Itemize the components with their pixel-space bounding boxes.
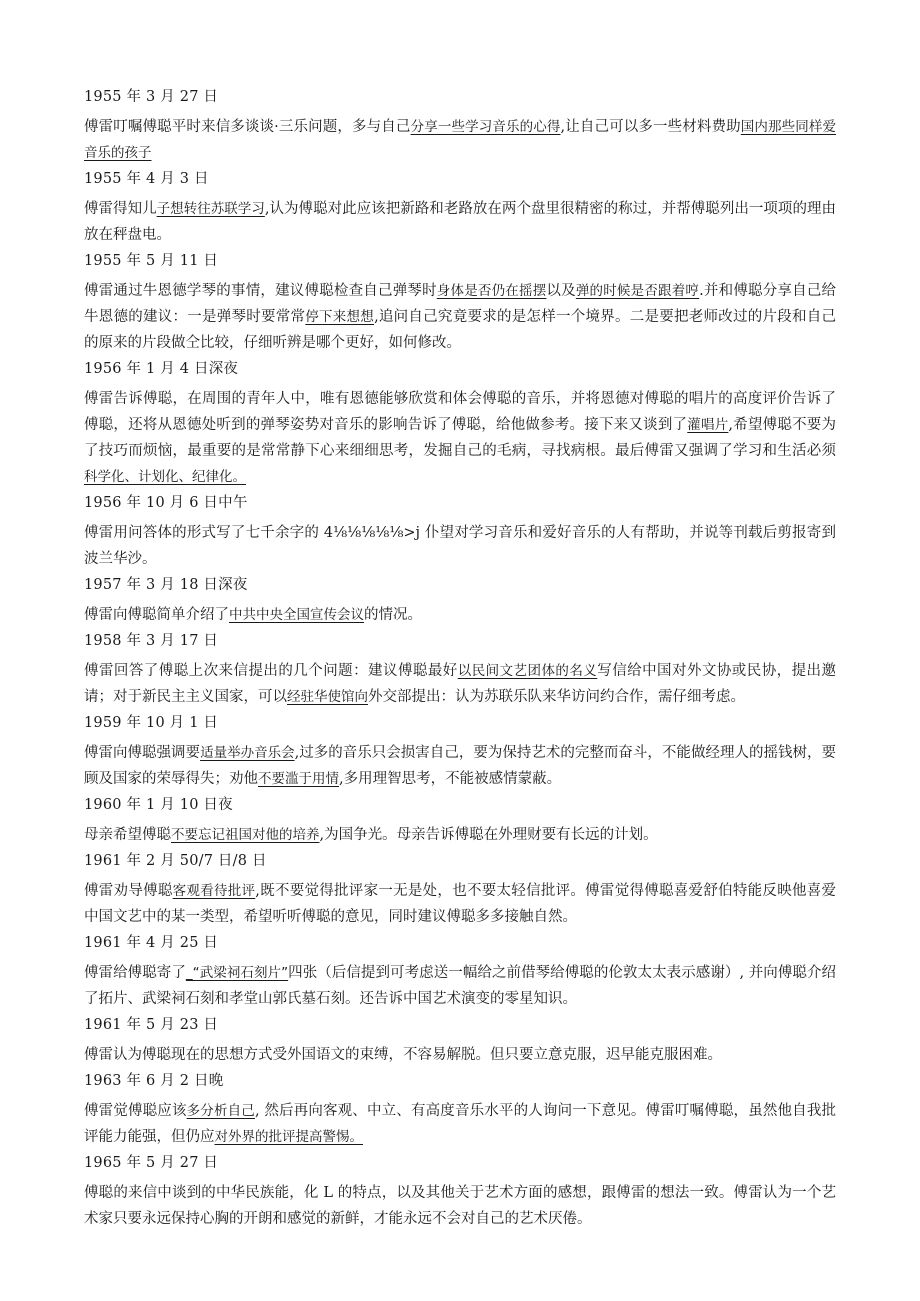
letter-entry	[84, 86, 836, 166]
letter-entry	[84, 492, 836, 572]
entry-date: 1955 年 5 月 11 日	[84, 253, 219, 269]
highlighted-phrase: 灌唱片	[687, 417, 729, 433]
highlighted-phrase: 子想转往苏联学习	[156, 201, 265, 217]
entry-date: 1955 年 3 月 27 日	[84, 89, 219, 105]
letter-entry	[84, 574, 836, 628]
summary-text: ,过多的音乐只会损害自己，要为保持艺术的完整而奋斗，不能做经理人的摇钱树，要顾及国家的荣辱得失；劝他	[84, 745, 837, 787]
highlighted-phrase: _“武梁祠石刻片”	[185, 965, 289, 981]
entry-date: 1961 年 2 月 50/7 日/8 日	[84, 853, 267, 869]
summary-text: .并和傅聪分享自己给牛恩德的建议：一是弹琴时要常常	[84, 283, 837, 325]
summary-text: ,多用理智思考，不能被感情蒙蔽。	[339, 771, 562, 787]
entry-summary	[84, 1098, 836, 1150]
highlighted-phrase: 不要忘记祖国对他的培养	[171, 827, 320, 843]
summary-text: 傅雷觉傅聪应该	[84, 1103, 187, 1119]
summary-text: 傅雷认为傅聪现在的思想方式受外国语文的束缚，不容易解脱。但只要立意克服，迟早能克服困难。	[84, 1047, 722, 1063]
letter-entry	[84, 168, 836, 248]
summary-text: 傅聪的来信中谈到的中华民族能，化 L 的特点，以及其他关于艺术方面的感想，跟傅雷的想法一致。傅雷认为一个艺术家只要永远保持心胸的开朗和感觉的新鲜，才能永远不会对自己的艺术厌倦。	[84, 1185, 836, 1227]
summary-text: , 然后再向客观、中立、有高度音乐水平的人询问一下意见。傅雷叮嘱傅聪，虽然他自我批评能力能强，但仍应	[84, 1103, 837, 1145]
entry-date: 1961 年 4 月 25 日	[84, 935, 219, 951]
entry-date: 1957 年 3 月 18 日深夜	[84, 577, 248, 593]
entry-date: 1956 年 10 月 6 日中午	[84, 495, 248, 511]
highlighted-phrase: 多分析自己	[186, 1103, 255, 1119]
entry-summary	[84, 386, 836, 490]
highlighted-phrase: 身体是否仍在摇摆	[436, 283, 547, 299]
letter-entry	[84, 630, 836, 710]
entry-summary	[84, 114, 836, 166]
summary-text: 傅雷叮嘱傅聪平时来信多谈谈·三乐问题，多与自己	[84, 119, 411, 135]
entry-date: 1958 年 3 月 17 日	[84, 633, 219, 649]
summary-text: 傅雷告诉傅聪，在周围的青年人中，唯有恩德能够欣赏和体会傅聪的音乐，并将恩德对傅聪的唱片的高度评价告诉了傅聪，还将从恩德处听到的弹琴姿势对音乐的影响告诉了傅聪，给他做参考。接下来又谈到了	[84, 391, 836, 433]
entry-summary	[84, 196, 836, 248]
entry-date: 1963 年 6 月 2 日晚	[84, 1073, 224, 1089]
letter-entry	[84, 1014, 836, 1068]
highlighted-phrase: 分享一些学习音乐的心得	[410, 119, 561, 135]
summary-text: 写信给中国对外文协或民协，提出邀请；对于新民主主义国家，可以	[84, 663, 836, 705]
highlighted-phrase: 适量举办音乐会	[200, 745, 295, 761]
entry-summary	[84, 960, 836, 1012]
summary-text: 四张（后信提到可考虑送一幅给之前借琴给傅聪的伦敦太太表示感谢）, 并向傅聪介绍了拓片、武梁祠石刻和孝堂山郭氏墓石刻。还告诉中国艺术演变的零星知识。	[84, 965, 837, 1007]
highlighted-phrase: 以民间文艺团体的名义	[457, 663, 598, 679]
summary-text: ,既不要觉得批评家一无是处，也不要太轻信批评。傅雷觉得傅聪喜爱舒伯特能反映他喜爱中国文艺中的某一类型，希望听听傅聪的意见，同时建议傅聪多多接触自然。	[84, 883, 837, 925]
summary-text: 傅雷回答了傅聪上次来信提出的几个问题：建议傅聪最好	[84, 663, 458, 679]
summary-text: 傅雷通过牛恩德学琴的事情，建议傅聪检查自己弹琴时	[84, 283, 437, 299]
highlighted-phrase: 中共中央全国宣传会议	[229, 607, 364, 623]
highlighted-phrase: 经驻华使馆向	[287, 689, 368, 705]
highlighted-phrase: 国内那些同样爱音乐的孩子	[84, 119, 837, 161]
entry-summary	[84, 822, 836, 848]
letter-entry	[84, 250, 836, 356]
summary-text: 傅雷给傅聪寄了	[84, 965, 186, 981]
highlighted-phrase: 弹的时候是否跟着哼	[575, 283, 700, 299]
summary-text: 傅雷得知儿	[84, 201, 157, 217]
letter-entry	[84, 358, 836, 490]
summary-text: 傅雷劝导傅聪	[84, 883, 173, 899]
summary-text: 外交部提出：认为苏联乐队来华访问约合作，需仔细考虑。	[368, 689, 745, 705]
entry-date: 1955 年 4 月 3 日	[84, 171, 209, 187]
entry-summary	[84, 278, 836, 356]
letter-entry	[84, 794, 836, 848]
summary-text: 的情况。	[364, 607, 422, 623]
entry-summary	[84, 658, 836, 710]
letter-entry	[84, 932, 836, 1012]
letter-entry	[84, 712, 836, 792]
letter-entry	[84, 1070, 836, 1150]
highlighted-phrase: 不要滥于用情	[258, 771, 339, 787]
entry-summary	[84, 520, 836, 572]
summary-text: ,认为傅聪对此应该把新路和老路放在两个盘里很精密的称过，并帮傅聪列出一项项的理由放在秤盘电。	[84, 201, 837, 243]
entry-summary	[84, 740, 836, 792]
entry-summary	[84, 1042, 836, 1068]
entry-summary	[84, 1180, 836, 1232]
entry-summary	[84, 602, 836, 628]
summary-text: ,让自己可以多一些材料费助	[560, 119, 741, 135]
summary-text: ,希望傅聪不要为了技巧而烦恼，最重要的是常常静下心来细细思考，发掘自己的毛病，寻找病根。最后傅雷又强调了学习和生活必须	[84, 417, 837, 459]
entry-date: 1956 年 1 月 4 日深夜	[84, 361, 239, 377]
entry-date: 1959 年 10 月 1 日	[84, 715, 219, 731]
summary-text: ,追问自己究竟要求的是怎样一个境界。二是要把老师改过的片段和自己的原来的片段做仝比较，仔细听辨是哪个更好，如何修改。	[84, 309, 837, 351]
summary-text: 傅雷向傅聪强调要	[84, 745, 201, 761]
summary-text: 傅雷用问答体的形式写了七千余字的 4⅛⅛⅛⅛⅛>j 仆望对学习音乐和爱好音乐的人有帮助，并说等刊载后剪报寄到波兰华沙。	[84, 525, 836, 567]
entry-date: 1960 年 1 月 10 日夜	[84, 797, 233, 813]
highlighted-phrase: 停下来想想	[305, 309, 375, 325]
highlighted-phrase: 科学化、计划化、纪律化。	[84, 469, 246, 485]
highlighted-phrase: 对外界的批评提高警惕。	[214, 1129, 363, 1145]
summary-text: 母亲希望傅聪	[84, 827, 171, 843]
summary-text: 傅雷向傅聪简单介绍了	[84, 607, 229, 623]
document-body	[84, 86, 836, 1234]
summary-text: 以及	[546, 283, 576, 299]
entry-summary	[84, 878, 836, 930]
entry-date: 1961 年 5 月 23 日	[84, 1017, 219, 1033]
highlighted-phrase: 客观看待批评	[172, 883, 256, 899]
entry-date: 1965 年 5 月 27 日	[84, 1155, 219, 1171]
summary-text: ,为国争光。母亲告诉傅聪在外理财要有长远的计划。	[319, 827, 658, 843]
letter-entry	[84, 1152, 836, 1232]
letter-entry	[84, 850, 836, 930]
